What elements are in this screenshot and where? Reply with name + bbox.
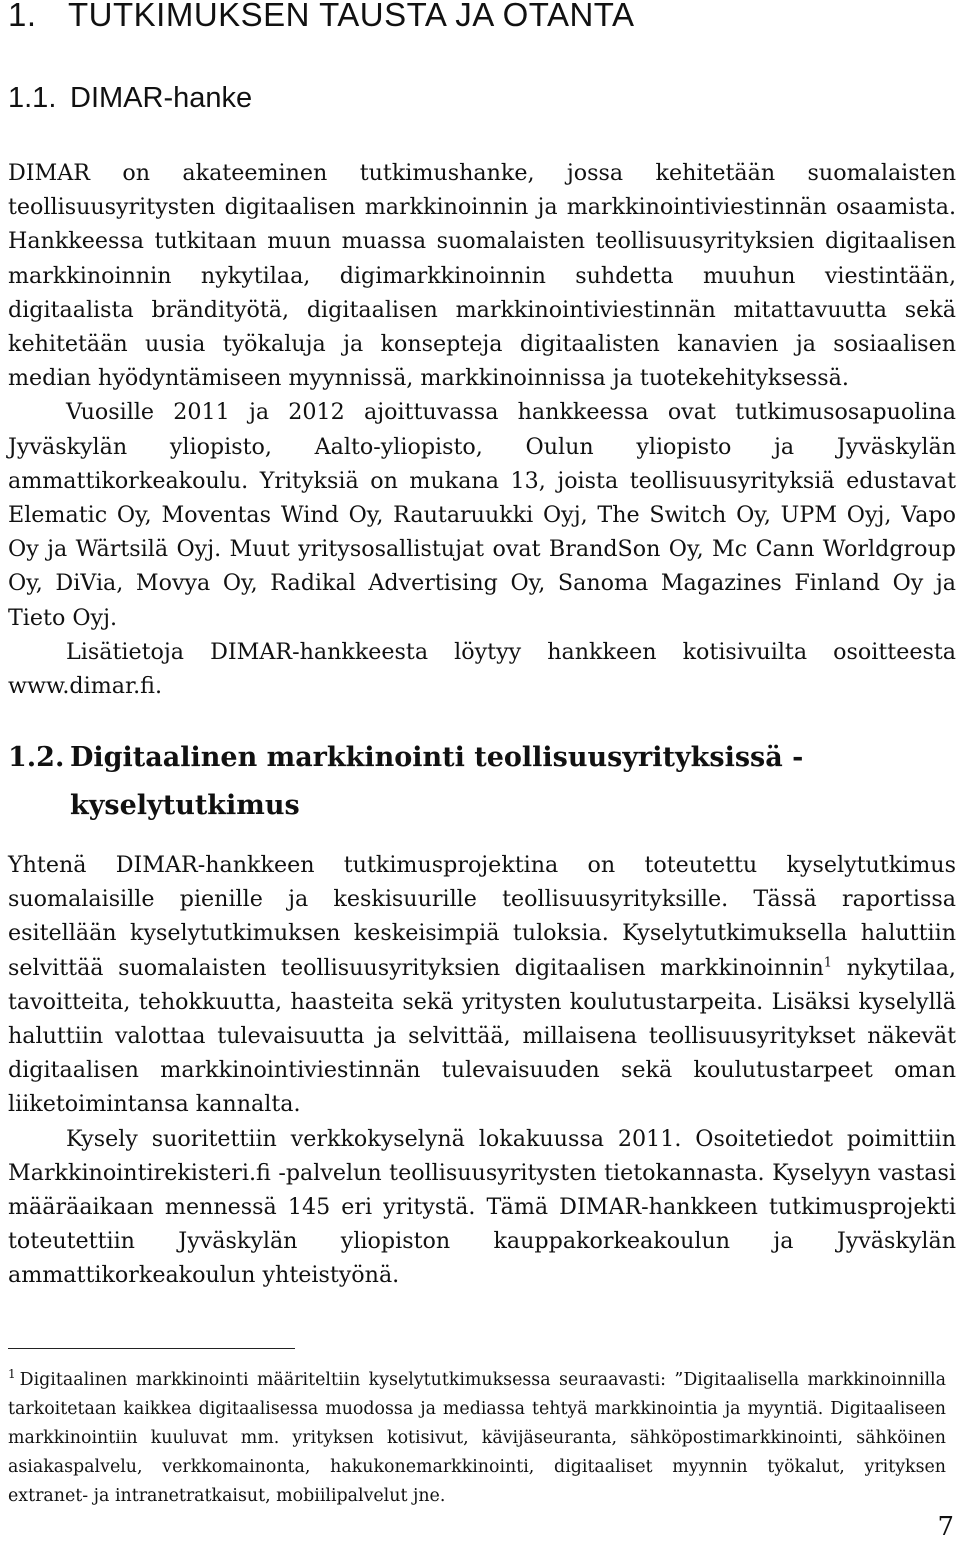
paragraph-text: nykytilaa, tavoitteita, tehokkuutta, haasteita sekä yritysten koulutustarpeita. Lisäksi kyselyllä haluttiin valottaa tulevaisuutta ja selvittää, millaisena teollisuusyritykset näkevät digitaalisen markkinointiviestinnän tulevaisuuden sekä koulutustarpeet oman liiketoimintansa kannalta. [8, 954, 956, 1118]
section-1-2-body [8, 848, 956, 1293]
page-number: 7 [937, 1512, 954, 1542]
footnote-divider [8, 1348, 295, 1349]
section-number: 1.2. [8, 742, 65, 773]
paragraph: DIMAR on akateeminen tutkimushanke, jossa kehitetään suomalaisten teollisuusyritysten digitaalisen markkinoinnin ja markkinointiviestinnän osaamista. Hankkeessa tutkitaan muun muassa suomalaisten teollisuusyrityksien digitaalisen markkinoinnin nykytilaa, digimarkkinoinnin suhdetta muuhun viestintään, digitaalista brändityötä, digitaalisen markkinointiviestinnän mitattavuutta sekä kehitetään uusia työkaluja ja konsepteja digitaalisten kanavien ja sosiaalisen median hyödyntämiseen myynnissä, markkinoinnissa ja tuotekehityksessä. [8, 160, 956, 392]
paragraph-text: Yhtenä DIMAR-hankkeen tutkimusprojektina on toteutettu kyselytutkimus suomalaisille pienille ja keskisuurille teollisuusyrityksille. Tässä raportissa esitellään kyselytutkimuksen keskeisimpiä tuloksia. Kyselytutkimuksella haluttiin selvittää suomalaisten teollisuusyrityksien digitaalisen markkinoinnin [8, 852, 956, 981]
chapter-number: 1. [8, 0, 37, 33]
section-heading-1-2 [8, 734, 908, 830]
footnote [8, 1366, 946, 1511]
section-1-1-body [8, 156, 956, 703]
paragraph: Lisätietoja DIMAR-hankkeesta löytyy hankkeen kotisivuilta osoitteesta www.dimar.fi. [8, 638, 956, 700]
footnote-text: Digitaalinen markkinointi määriteltiin kyselytutkimuksessa seuraavasti: ”Digitaalisella markkinoinnilla tarkoitetaan kaikkea digitaalisessa muodossa ja mediassa tehtyä markkinointia ja myyntiä. Digitaaliseen markkinointiin kuuluvat mm. yrityksen kotisivut, kävijäseuranta, sähköpostimarkkinointi, sähköinen asiakaspalvelu, verkkomainonta, hakukonemarkkinointi, digitaaliset myynnin työkalut, yrityksen extranet- ja intranetratkaisut, mobiilipalvelut jne. [8, 1370, 946, 1506]
section-title-line1: Digitaalinen markkinointi teollisuusyrityksissä - [70, 742, 804, 773]
footnote-number: 1 [8, 1367, 16, 1382]
footnote-reference[interactable]: 1 [823, 955, 833, 971]
section-heading-1-1 [8, 82, 252, 115]
chapter-heading [8, 0, 635, 34]
chapter-title: TUTKIMUKSEN TAUSTA JA OTANTA [68, 0, 635, 33]
paragraph: Kysely suoritettiin verkkokyselynä lokakuussa 2011. Osoitetiedot poimittiin Markkinointirekisteri.fi -palvelun teollisuusyritysten tietokannasta. Kyselyyn vastasi määräaikaan mennessä 145 eri yritystä. Tämä DIMAR-hankkeen tutkimusprojekti toteutettiin Jyväskylän yliopiston kauppakorkeakoulun ja Jyväskylän ammattikorkeakoulun yhteistyönä. [8, 1125, 956, 1289]
paragraph [8, 848, 956, 1122]
section-number: 1.1. [8, 82, 57, 114]
section-title: DIMAR-hanke [70, 82, 253, 114]
paragraph: Vuosille 2011 ja 2012 ajoittuvassa hankkeessa ovat tutkimusosapuolina Jyväskylän yliopisto, Aalto-yliopisto, Oulun yliopisto ja Jyväskylän ammattikorkeakoulu. Yrityksiä on mukana 13, joista teollisuusyrityksiä edustavat Elematic Oy, Moventas Wind Oy, Rautaruukki Oyj, The Switch Oy, UPM Oyj, Vapo Oy ja Wärtsilä Oyj. Muut yritysosallistujat ovat BrandSon Oy, Mc Cann Worldgroup Oy, DiVia, Movya Oy, Radikal Advertising Oy, Sanoma Magazines Finland Oy ja Tieto Oyj. [8, 399, 956, 631]
section-title-line2: kyselytutkimus [70, 790, 300, 821]
